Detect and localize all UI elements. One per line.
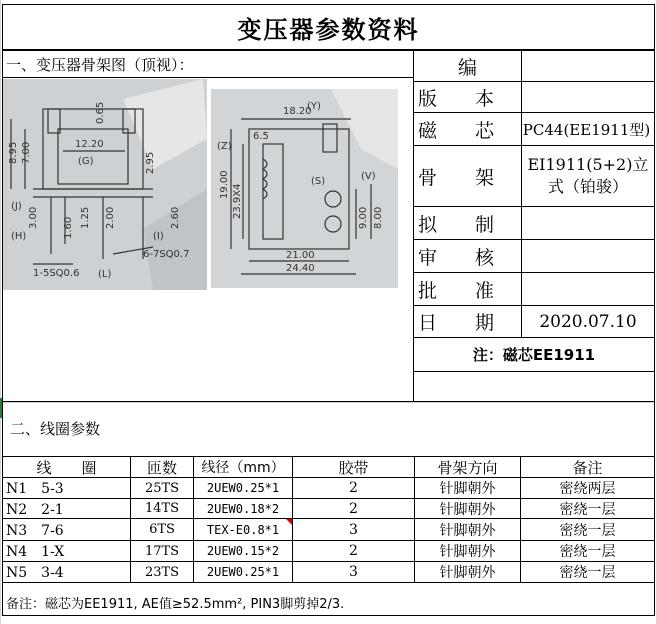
info-bian-label: 编 (457, 56, 477, 79)
info-value-draft (522, 207, 654, 239)
dim-label: 3.00 (28, 206, 39, 229)
col-header-note: 备注 (572, 458, 603, 477)
table-row-tape: 2 (349, 543, 358, 559)
dim-label: 9.00 (358, 206, 369, 229)
table-row-wire: 2UEW0.25*1 (206, 481, 280, 495)
table-row-tape: 2 (349, 480, 358, 496)
dim-label: (V) (361, 171, 376, 182)
info-value-bobbin: EI1911(5+2)立式（铂骏） (527, 155, 649, 196)
table-row-note: 密绕一层 (559, 501, 616, 518)
table-row-wire: 2UEW0.18*2 (206, 501, 280, 516)
table-row-coil: N2 2-1 (6, 501, 64, 518)
info-label-core: 磁 芯 (418, 119, 495, 142)
dim-label: 24.40 (286, 263, 315, 274)
table-row-note: 密绕一层 (559, 565, 616, 581)
comment-marker (286, 519, 292, 525)
table-row-coil: N3 7-6 (6, 522, 64, 539)
table-row-direction: 针脚朝外 (439, 544, 496, 560)
table-row-tape: 3 (349, 564, 358, 580)
info-label-review: 审 核 (418, 246, 495, 269)
dim-label: 2.00 (105, 206, 116, 229)
table-row-note: 密绕一层 (559, 522, 616, 539)
table-row-coil: N1 5-3 (6, 481, 64, 497)
dim-label: 6-7SQ0.7 (143, 249, 190, 260)
table-row-wire: TEX-E0.8*1 (206, 522, 280, 537)
footer-note: 备注：磁芯为EE1911, AE值≥52.5mm², PIN3脚剪掉2/3. (6, 596, 345, 612)
table-row-coil: N4 1-X (6, 544, 65, 560)
table-row-tape: 2 (349, 500, 358, 517)
col-header-tape: 胶带 (338, 458, 369, 477)
col-header-direction: 骨架方向 (437, 458, 498, 477)
dim-label: 2.60 (170, 206, 181, 229)
table-row-turns: 6TS (149, 522, 175, 537)
dim-label: 12.20 (75, 139, 104, 150)
dim-label: (I) (153, 231, 164, 242)
dim-label: 7.00 (21, 141, 32, 164)
table-row-turns: 14TS (144, 501, 180, 516)
table-row-tape: 3 (349, 521, 358, 538)
table-row-note: 密绕两层 (559, 481, 616, 497)
dim-label: (L) (98, 269, 112, 280)
table-row-direction: 针脚朝外 (439, 522, 496, 539)
table-row-wire: 2UEW0.15*2 (206, 544, 280, 558)
dim-label: 18.20 (283, 106, 312, 117)
dim-label: 0.65 (95, 101, 106, 124)
bobbin-front-photo (3, 79, 207, 290)
info-value-core: PC44(EE1911型) (522, 120, 651, 139)
dim-label: 23.9X4 (232, 183, 243, 219)
info-label-date: 日 期 (418, 312, 495, 334)
info-label-bobbin: 骨 架 (418, 166, 495, 189)
dim-label: (Z) (217, 141, 232, 152)
table-row-turns: 23TS (144, 564, 180, 580)
dim-label: (H) (11, 231, 27, 242)
dim-label: 21.00 (286, 250, 315, 261)
page-title: 变压器参数资料 (237, 15, 420, 44)
table-row-turns: 25TS (144, 480, 180, 496)
info-value-version (522, 82, 654, 112)
col-header-turns: 匝数 (146, 458, 177, 477)
info-note: 注：磁芯EE1911 (472, 346, 596, 364)
dim-label: 2.95 (145, 151, 156, 174)
table-row-coil: N5 3-4 (6, 565, 64, 581)
section2-label: 二、线圈参数 (10, 419, 101, 438)
info-value-date: 2020.07.10 (539, 311, 637, 332)
dim-label: 1.60 (63, 216, 74, 239)
border (2, 401, 655, 402)
border (2, 615, 655, 616)
info-value-review (522, 240, 654, 272)
border (2, 582, 655, 583)
dim-label: (Y) (307, 101, 321, 112)
table-row-direction: 针脚朝外 (439, 501, 496, 518)
table-row-wire: 2UEW0.25*1 (206, 565, 280, 579)
section1-label: 一、变压器骨架图（顶视）： (6, 55, 194, 74)
col-header-coil: 线 圈 (36, 458, 97, 477)
dim-label: 8.95 (8, 141, 19, 164)
dim-label: (S) (311, 176, 326, 187)
dim-label: 8.00 (373, 206, 384, 229)
grid-line (0, 0, 1, 624)
border (2, 77, 414, 78)
table-row-note: 密绕一层 (559, 544, 616, 560)
col-header-wire: 线径（mm） (201, 460, 285, 476)
bobbin-side-photo (211, 89, 398, 288)
info-label-version: 版 本 (418, 87, 495, 110)
dim-label: (J) (11, 201, 22, 212)
info-label-draft: 拟 制 (418, 213, 495, 236)
grid-line (0, 402, 657, 403)
info-value-approve (522, 273, 654, 305)
dim-label: 6.5 (253, 131, 269, 142)
info-label-approve: 批 准 (418, 279, 495, 302)
table-row-turns: 17TS (144, 543, 180, 559)
table-row-direction: 针脚朝外 (439, 481, 496, 497)
dim-label: (G) (78, 156, 94, 167)
dim-label: 1.25 (80, 206, 91, 229)
border (654, 4, 655, 616)
border (414, 371, 655, 372)
dim-label: 1-5SQ0.6 (33, 268, 80, 279)
dim-label: 19.00 (219, 170, 230, 199)
table-row-direction: 针脚朝外 (439, 565, 496, 581)
